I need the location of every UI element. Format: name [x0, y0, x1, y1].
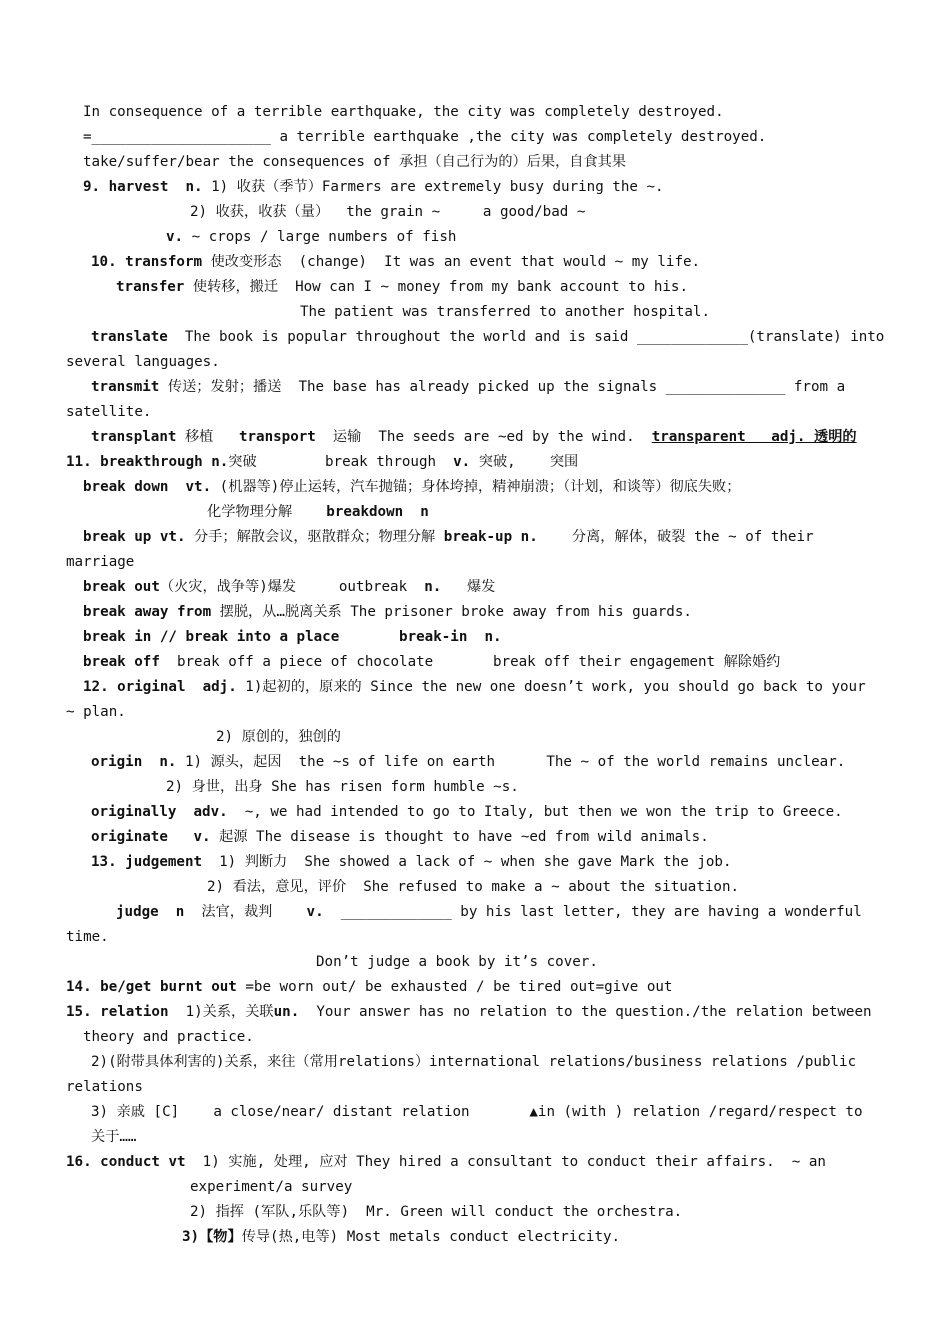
- text-line: experiment/a survey: [190, 1179, 353, 1195]
- headword: translate: [91, 329, 168, 345]
- entry-harvest: 9. harvest n. 1) 收获（季节）Farmers are extremely busy during the ~.: [83, 179, 664, 195]
- entry-original: 12. original adj. 1)起初的，原来的 Since the new one doesn’t work, you should go back to your: [83, 679, 866, 695]
- entry-judge: judge n 法官，裁判 v. _____________ by his last letter, they are having a wonderful: [116, 904, 862, 920]
- underlined-headword: transparent adj. 透明的: [651, 429, 857, 445]
- headword: 14. be/get burnt out: [66, 979, 237, 995]
- text-line: =_____________________ a terrible earthquake ,the city was completely destroyed.: [83, 129, 767, 145]
- text-line: relations: [66, 1079, 143, 1095]
- text-line: 2) 身世，出身 She has risen form humble ~s.: [166, 779, 519, 795]
- headword: transport: [238, 429, 316, 445]
- entry-originate: originate v. 起源 The disease is thought to have ~ed from wild animals.: [91, 829, 709, 845]
- headword: judge n: [116, 904, 185, 920]
- headword: origin n.: [91, 754, 177, 770]
- entry-transfer: transfer 使转移，搬迁 How can I ~ money from my bank account to his.: [116, 279, 689, 295]
- entry-transplant: transplant 移植 transport 运输 The seeds are ~ed by the wind. transparent adj. 透明的: [91, 429, 857, 445]
- text-line: marriage: [66, 554, 135, 570]
- headword: 11. breakthrough n.: [66, 454, 229, 470]
- text-line: 3)【物】传导(热,电等) Most metals conduct electricity.: [182, 1229, 621, 1245]
- headword: break in // break into a place break-in n.: [83, 629, 502, 645]
- text-line: In consequence of a terrible earthquake, the city was completely destroyed.: [83, 104, 724, 120]
- headword: 16. conduct vt: [66, 1154, 186, 1170]
- text-line: 关于……: [91, 1129, 137, 1145]
- entry-break-out: break out（火灾，战争等)爆发 outbreak n. 爆发: [83, 579, 496, 595]
- headword: 12. original adj.: [83, 679, 237, 695]
- text-line: satellite.: [66, 404, 152, 420]
- entry-break-off: break off break off a piece of chocolate break off their engagement 解除婚约: [83, 654, 781, 670]
- headword: originate v.: [91, 829, 211, 845]
- text-line: theory and practice.: [83, 1029, 254, 1045]
- entry-break-away: break away from 摆脱，从…脱离关系 The prisoner broke away from his guards.: [83, 604, 692, 620]
- text-line: 2) 原创的，独创的: [216, 729, 341, 745]
- text-line: ~ plan.: [66, 704, 126, 720]
- entry-break-in: [83, 627, 502, 647]
- entry-breakthrough: 11. breakthrough n.突破 break through v. 突破, 突围: [66, 454, 579, 470]
- entry-transmit: transmit 传送；发射；播送 The base has already picked up the signals ______________ from a: [91, 379, 846, 395]
- headword: break out: [83, 579, 160, 595]
- entry-judgement: 13. judgement 1) 判断力 She showed a lack of ~ when she gave Mark the job.: [91, 854, 732, 870]
- text-line: v. ~ crops / large numbers of fish: [166, 229, 457, 245]
- headword: break up vt.: [83, 529, 186, 545]
- entry-break-up: break up vt. 分手；解散会议，驱散群众；物理分解 break-up n. 分离，解体，破裂 the ~ of their: [83, 529, 814, 545]
- headword: 15. relation: [66, 1004, 169, 1020]
- headword: break down vt.: [83, 479, 212, 495]
- text-line: Don’t judge a book by it’s cover.: [316, 954, 598, 970]
- entry-translate: translate The book is popular throughout the world and is said _____________(translate) into: [91, 329, 885, 345]
- entry-conduct: 16. conduct vt 1) 实施, 处理, 应对 They hired a consultant to conduct their affairs. ~ an: [66, 1154, 826, 1170]
- text-line: The patient was transferred to another hospital.: [300, 304, 710, 320]
- text-line: time.: [66, 929, 109, 945]
- text-line: 3) 亲戚 [C] a close/near/ distant relation ▲in (with ) relation /regard/respect to: [91, 1104, 863, 1120]
- text-line: 2) 看法，意见，评价 She refused to make a ~ about the situation.: [207, 879, 740, 895]
- text-line: 2) 收获，收获（量） the grain ~ a good/bad ~: [190, 204, 586, 220]
- headword: break away from: [83, 604, 212, 620]
- entry-origin: origin n. 1) 源头，起因 the ~s of life on earth The ~ of the world remains unclear.: [91, 754, 846, 770]
- text-line: 化学物理分解 breakdown n: [207, 504, 429, 520]
- entry-burnt-out: 14. be/get burnt out =be worn out/ be exhausted / be tired out=give out: [66, 979, 673, 995]
- entry-break-down: break down vt. (机器等)停止运转，汽车抛锚；身体垮掉，精神崩溃；（计划，和谈等）彻底失败；: [83, 479, 741, 495]
- headword: 10. transform: [91, 254, 203, 270]
- entry-transform: 10. transform 使改变形态 (change) It was an event that would ~ my life.: [91, 254, 701, 270]
- entry-relation: 15. relation 1)关系，关联un. Your answer has no relation to the question./the relation between: [66, 1004, 872, 1020]
- headword: 13. judgement: [91, 854, 203, 870]
- headword: 9. harvest n.: [83, 179, 203, 195]
- text-line: 2) 指挥 (军队,乐队等) Mr. Green will conduct the orchestra.: [190, 1204, 683, 1220]
- headword: transfer: [116, 279, 185, 295]
- headword: originally adv.: [91, 804, 228, 820]
- headword: break off: [83, 654, 160, 670]
- text-line: 2)(附带具体利害的)关系，来往（常用relations）international relations/business relations /public: [91, 1054, 857, 1070]
- text-line: several languages.: [66, 354, 220, 370]
- text-line: take/suffer/bear the consequences of 承担（自己行为的）后果，自食其果: [83, 154, 627, 170]
- headword: transmit: [91, 379, 160, 395]
- headword: transplant: [91, 429, 177, 445]
- entry-originally: originally adv. ~, we had intended to go to Italy, but then we won the trip to Greece.: [91, 804, 843, 820]
